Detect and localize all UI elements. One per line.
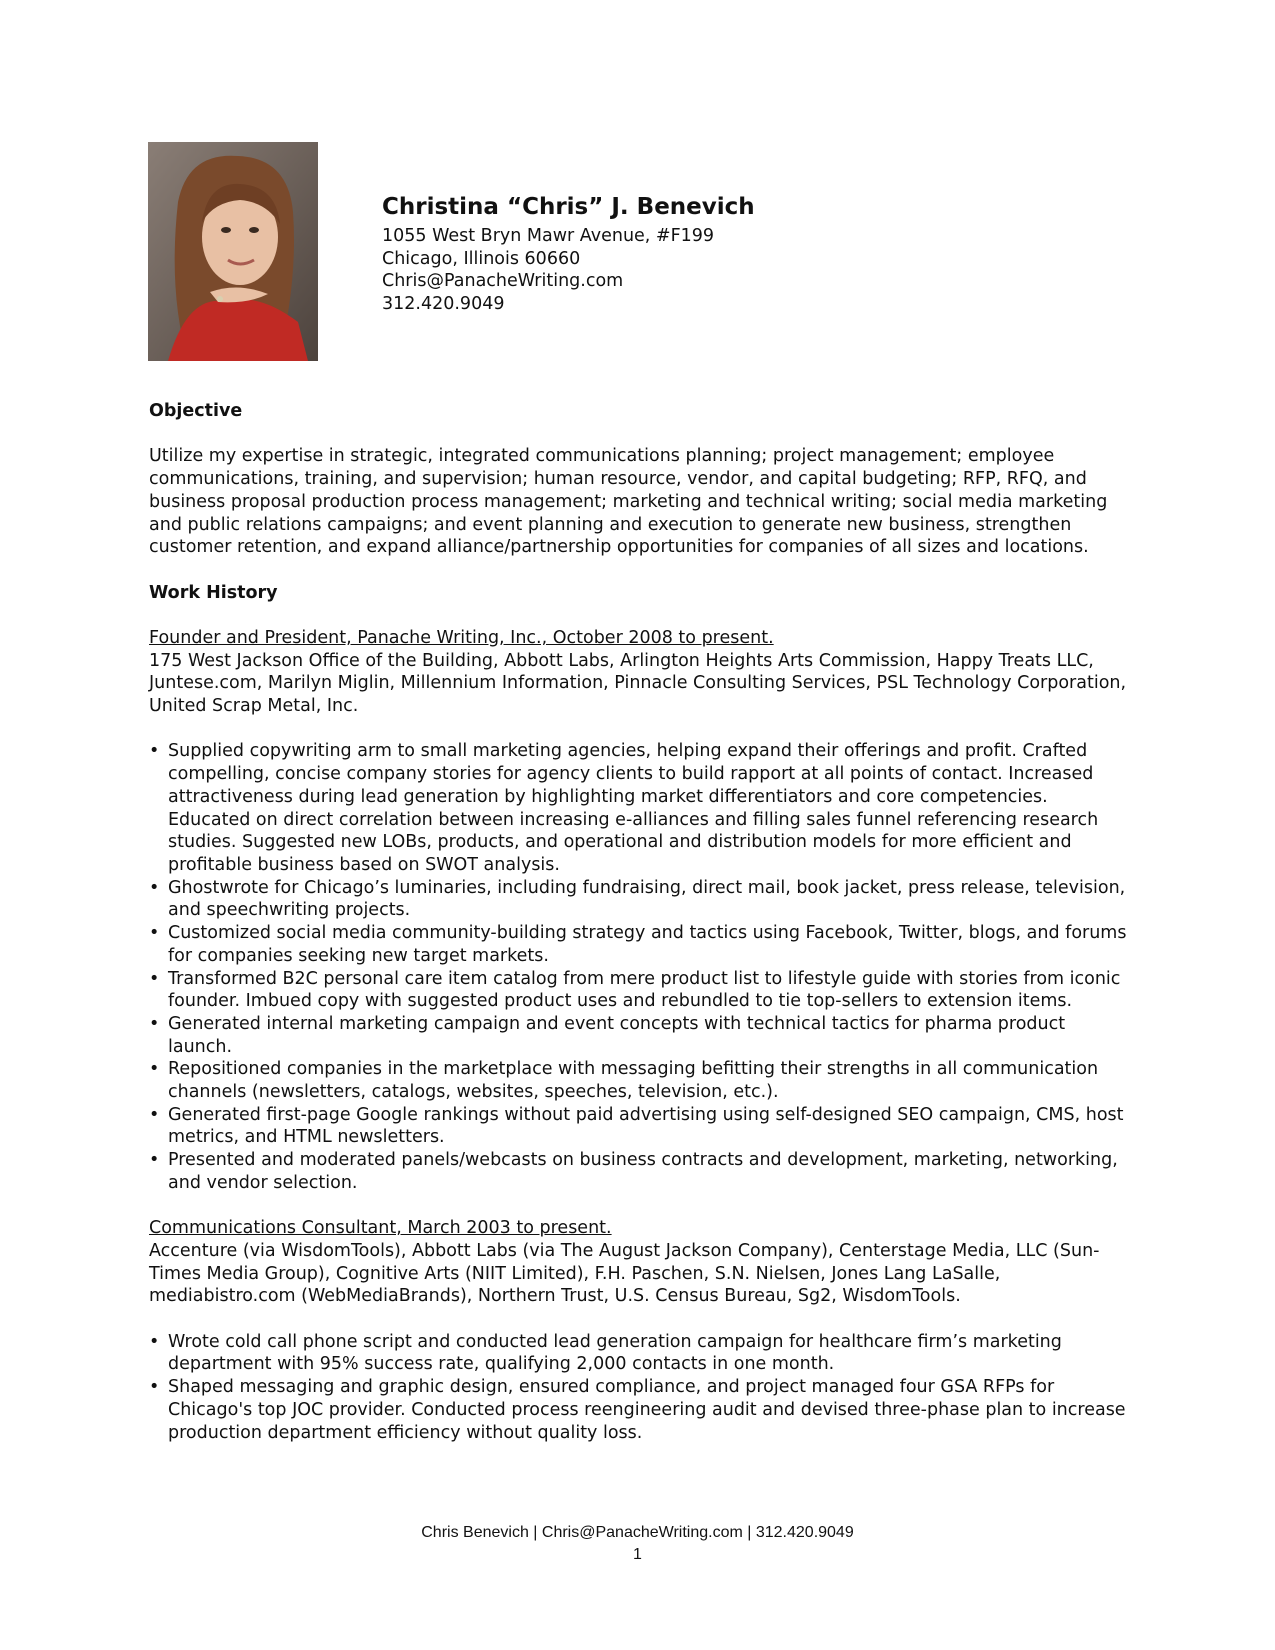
job-bullet-list (149, 740, 1134, 1194)
list-item (149, 1149, 1134, 1194)
list-item (149, 1376, 1134, 1444)
job-bullet-list (149, 1331, 1134, 1445)
bullet-icon: • (149, 923, 160, 944)
bullet-text: Ghostwrote for Chicago’s luminaries, including fundraising, direct mail, book jacket, press release, television, and speechwriting projects. (168, 877, 1126, 921)
objective-heading: Objective (149, 401, 243, 421)
bullet-text: Generated first-page Google rankings without paid advertising using self-designed SEO campaign, CMS, host metrics, and HTML newsletters. (168, 1104, 1124, 1148)
email-address[interactable]: Chris@PanacheWriting.com (382, 271, 624, 291)
contact-header (382, 192, 755, 315)
bullet-icon: • (149, 1104, 160, 1125)
list-item (149, 1331, 1134, 1376)
address-line-2: Chicago, Illinois 60660 (382, 248, 581, 269)
bullet-text: Supplied copywriting arm to small marketing agencies, helping expand their offerings and profit. Crafted compelling, concise company stories for agency clients to build rapport at all points of contact. Increased attractiveness during lead generation by highlighting market differentiators and core competencies. Educated on direct correlation between increasing e-alliances and filling sales funnel referencing research studies. Suggested new LOBs, products, and operational and distribution models for more efficient and profitable business based on SWOT analysis. (168, 741, 1099, 875)
page-number: 1 (633, 1546, 642, 1563)
bullet-icon: • (149, 877, 160, 898)
list-item (149, 740, 1134, 876)
spacer (149, 559, 1134, 582)
bullet-icon: • (149, 741, 160, 762)
spacer (149, 1308, 1134, 1331)
job-clients: Accenture (via WisdomTools), Abbott Labs (via The August Jackson Company), Centerstage Media, LLC (Sun-Times Media Group), Cognitive Arts (NIIT Limited), F.H. Paschen, S.N. Nielsen, Jones Lang LaSalle, mediabistro.com (WebMediaBrands), Northern Trust, U.S. Census Bureau, Sg2, WisdomTools. (149, 1240, 1100, 1307)
bullet-icon: • (149, 1150, 160, 1171)
bullet-text: Repositioned companies in the marketplace with messaging befitting their strengths in all communication channels (newsletters, catalogs, websites, speeches, television, etc.). (168, 1059, 1099, 1103)
job-title: Communications Consultant, March 2003 to present. (149, 1218, 612, 1239)
bullet-icon: • (149, 1059, 160, 1080)
list-item (149, 922, 1134, 967)
bullet-text: Shaped messaging and graphic design, ensured compliance, and project managed four GSA RFPs for Chicago's top JOC provider. Conducted process reengineering audit and devised three-phase plan to increase production department efficiency without quality loss. (168, 1377, 1126, 1443)
job-title: Founder and President, Panache Writing, Inc., October 2008 to present. (149, 627, 774, 648)
bullet-text: Presented and moderated panels/webcasts on business contracts and development, marketing, networking, and vendor selection. (168, 1150, 1118, 1193)
candidate-name: Christina “Chris” J. Benevich (382, 194, 755, 220)
list-item (149, 1013, 1134, 1058)
list-item (149, 1104, 1134, 1149)
list-item (149, 968, 1134, 1013)
objective-text: Utilize my expertise in strategic, integrated communications planning; project management; employee communications, training, and supervision; human resource, vendor, and capital budgeting; RFP, RFQ, and business proposal production process management; marketing and technical writing; social media marketing and public relations campaigns; and event planning and execution to generate new business, strengthen customer retention, and expand alliance/partnership opportunities for companies of all sizes and locations. (149, 446, 1108, 558)
address-line-1: 1055 West Bryn Mawr Avenue, #F199 (382, 226, 715, 246)
profile-photo (148, 142, 318, 361)
spacer (149, 604, 1134, 627)
bullet-icon: • (149, 1377, 160, 1398)
page-footer (0, 1522, 1275, 1566)
bullet-icon: • (149, 968, 160, 989)
resume-body (149, 400, 1134, 1444)
bullet-text: Transformed B2C personal care item catalog from mere product list to lifestyle guide with stories from iconic founder. Imbued copy with suggested product uses and rebundled to tie top-sellers to extension items. (168, 968, 1121, 1012)
bullet-icon: • (149, 1013, 160, 1034)
work-history-heading: Work History (149, 582, 278, 603)
bullet-text: Customized social media community-building strategy and tactics using Facebook, Twitter, blogs, and forums for companies seeking new target markets. (168, 923, 1127, 966)
bullet-text: Wrote cold call phone script and conducted lead generation campaign for healthcare firm’s marketing department with 95% success rate, qualifying 2,000 contacts in one month. (168, 1331, 1062, 1375)
job-clients: 175 West Jackson Office of the Building, Abbott Labs, Arlington Heights Arts Commission, Happy Treats LLC, Juntese.com, Marilyn Miglin, Millennium Information, Pinnacle Consulting Services, PSL Technology Corporation, United Scrap Metal, Inc. (149, 650, 1127, 717)
spacer (149, 1195, 1134, 1218)
bullet-text: Generated internal marketing campaign and event concepts with technical tactics for pharma product launch. (168, 1013, 1066, 1057)
spacer (149, 423, 1134, 446)
list-item (149, 1058, 1134, 1103)
spacer (149, 718, 1134, 741)
bullet-icon: • (149, 1331, 160, 1352)
list-item (149, 877, 1134, 922)
footer-contact-line: Chris Benevich | Chris@PanacheWriting.com | 312.420.9049 (421, 1524, 854, 1541)
phone-number: 312.420.9049 (382, 293, 505, 314)
